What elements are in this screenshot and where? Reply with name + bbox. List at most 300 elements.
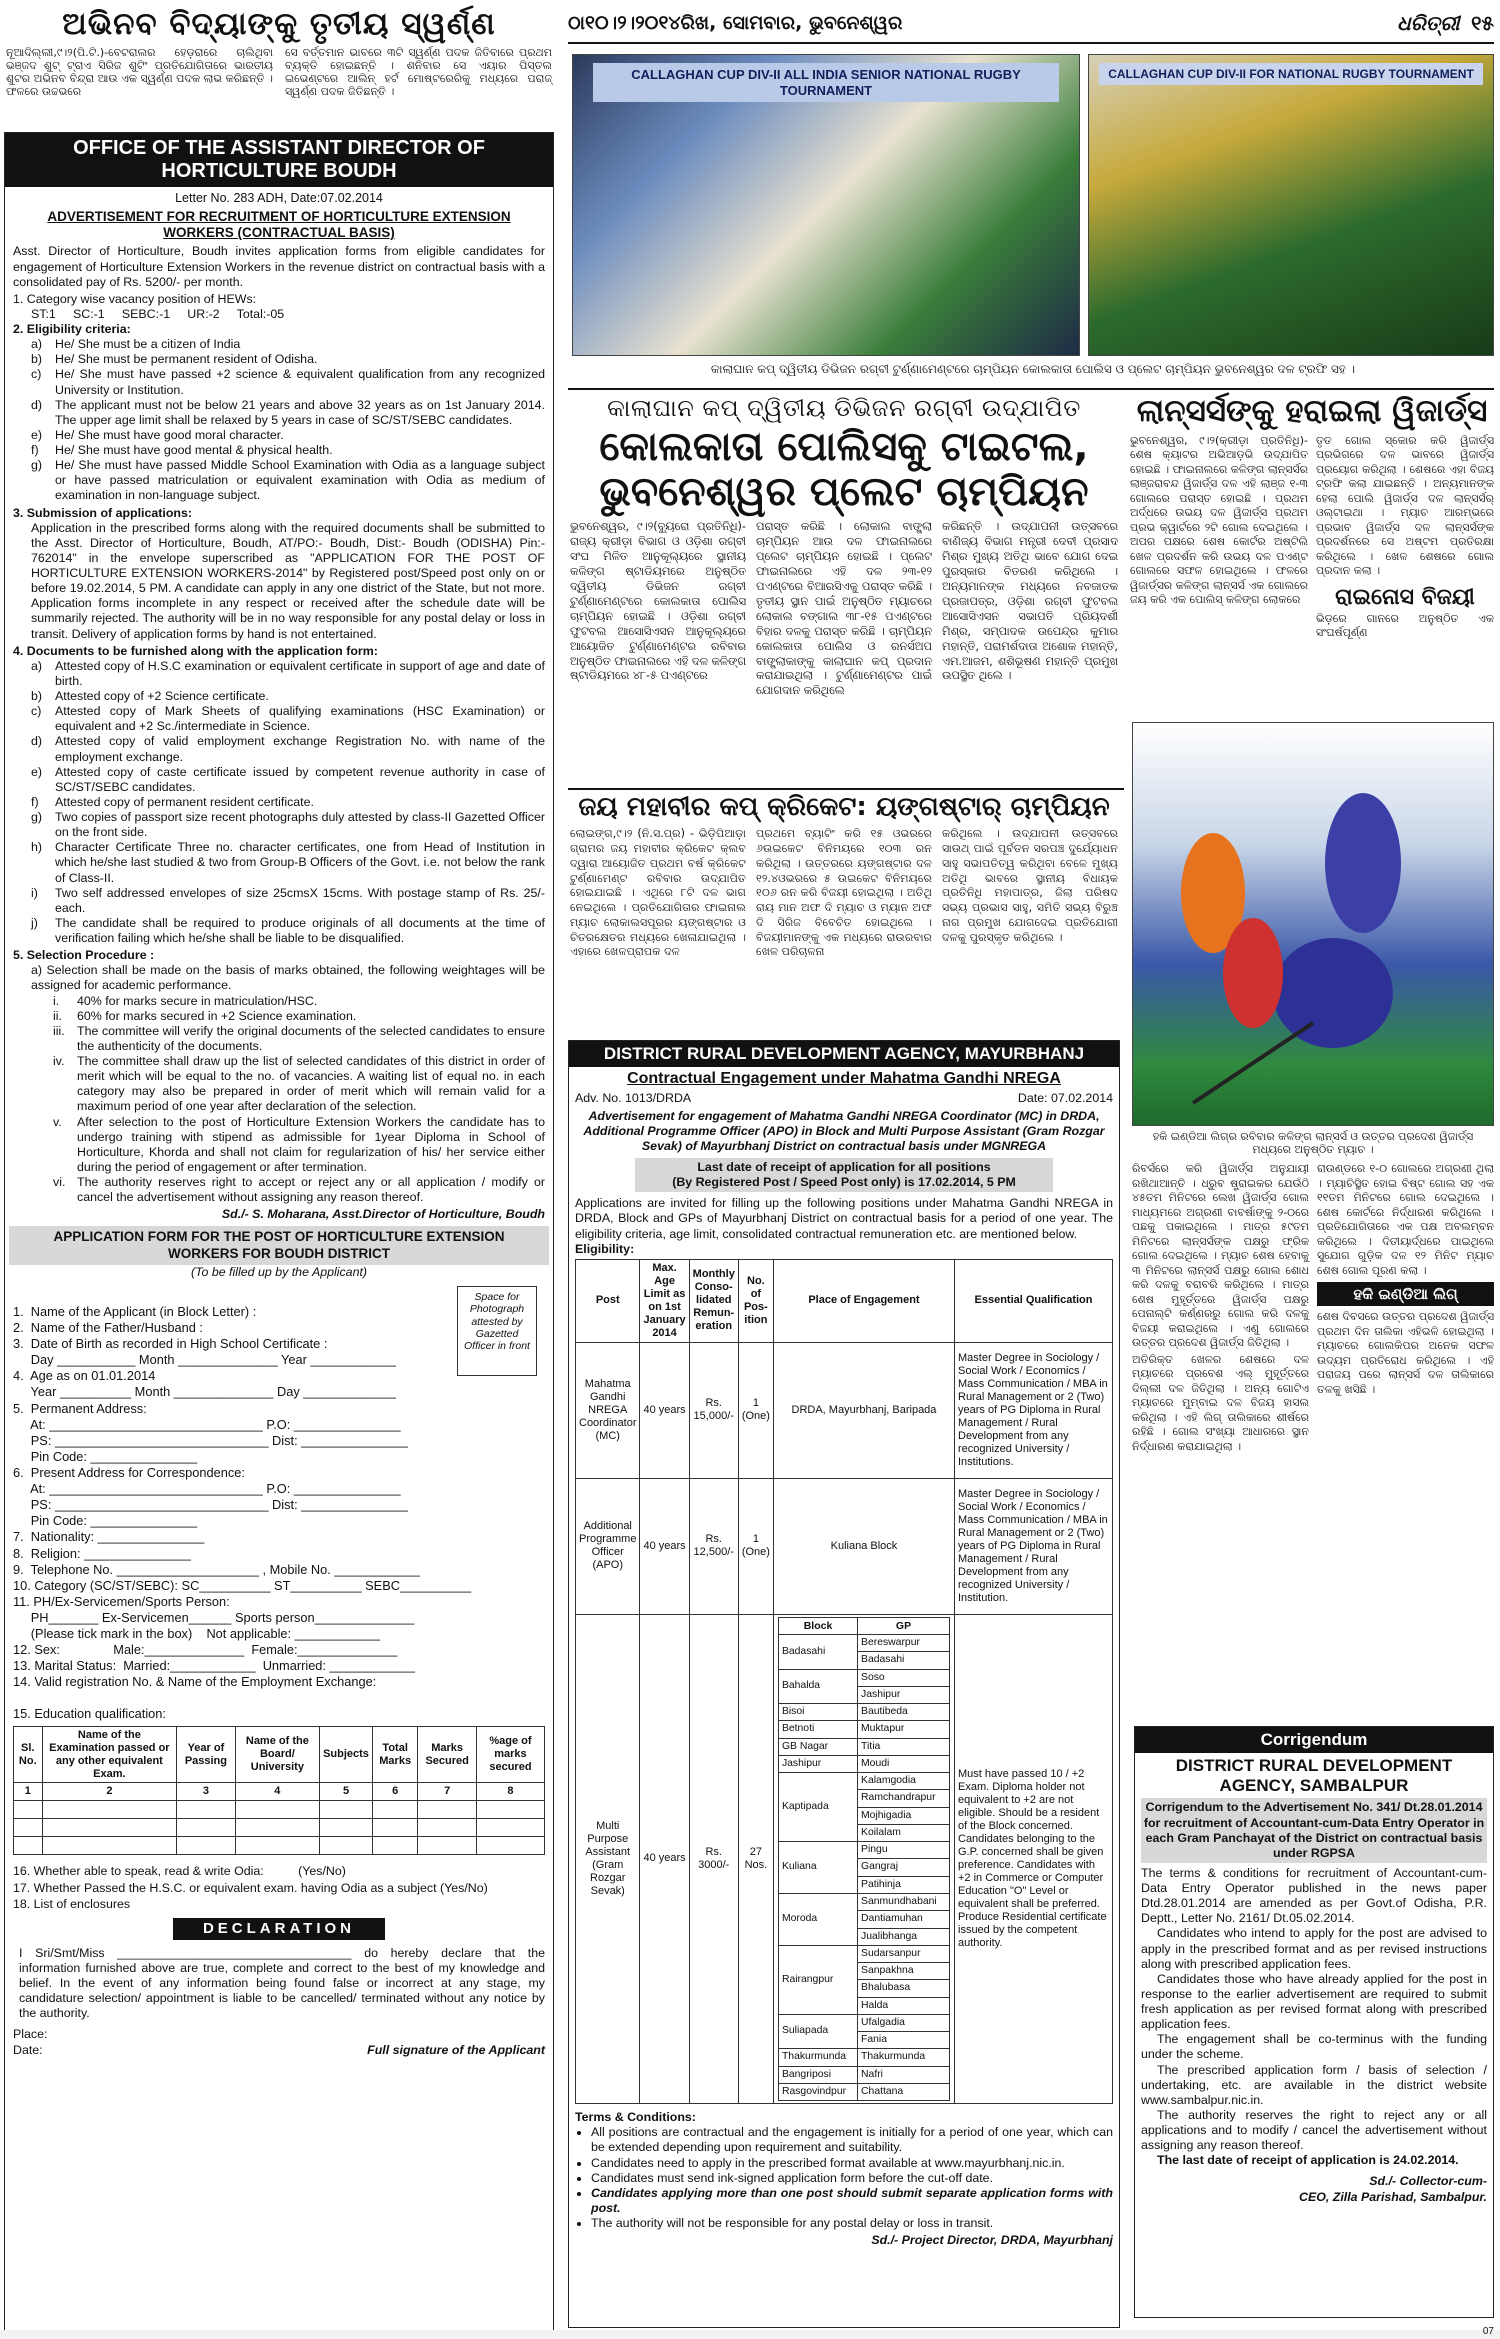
list-item-key: h) bbox=[31, 840, 43, 855]
list-item-key: c) bbox=[31, 704, 42, 719]
list-item bbox=[53, 1175, 545, 1205]
table-cell: Master Degree in Sociology / Social Work / Economics / Mass Communication / MBA in Rural Management or 2 (Two) years of PG Diploma in Rural Management / Rural Development from any recognized University / Institution. bbox=[955, 1478, 1113, 1614]
hockey-col2: ରାଉଣ୍ଡରେ ୧-୦ ଗୋଲରେ ଅଗ୍ରଣୀ ଥିଲା । ମ୍ୟାଚିସ୍ଥିତ ହୋଇ ବିଷ୍ଟ ଗୋଲ ସହ ଏକ ୧୧ତମ ମିନିଟରେ ଗୋଲ ଦେଇଥିଲେ । ଶେଷ କୋର୍ଟରେ ନିର୍ଦ୍ଧାରଣ କରିଥିଲେ । ପ୍ରତିଯୋଗିତାରେ ଏକ ପକ୍ଷ ଅବଲମ୍ବନ କରିଥିଲେ । ଦିତୀୟାର୍ଦ୍ଧରେ ପାଇଥିଲେ ସୁଯୋଗ ଗୁଡ଼ିକ ଦଳ ୧୨ ମିନିଟ ମ୍ୟାଚ ଶେଷ ଗୋଲ ପୂରଣ କଲା । bbox=[1317, 1162, 1494, 1277]
lancers-headline: ଲାନ୍ସର୍ସଙ୍କୁ ହରାଇଲା ୱିଜାର୍ଡ୍ସ bbox=[1136, 393, 1488, 429]
gp-name: Sanmundhabani bbox=[858, 1894, 950, 1911]
lancers-col1: ଭୁବନେଶ୍ୱର, ୯।୨(କ୍ରୀଡ଼ା ପ୍ରତିନିଧି)-ଶେଷ କ୍ୟାଟର ଅଭିଆଡ଼ଭି ଉଦ୍‌ଯାପିତ ହୋଇଛି । ଫାଇନାଲରେ କଳିଙ୍ଗ ଲାନ୍ସର୍ସର ଲାଞ୍ଜରାବନ୍ଦ ୱିଜାର୍ଡ୍ସ ଦଳ ଏହି ଲାଞ୍ଜ ୧-୩ ଗୋଲରେ ପରାସ୍ତ ହୋଇଛି । ପ୍ରଥମ ଅର୍ଦ୍ଧରେ ଉଭୟ ଦଳ ୱିଜାର୍ଡ୍ସ ପ୍ରଥମ ପ୍ରଭ କ୍ୱାର୍ଟରେ ୨ଟି ଗୋଲ ଦେଇଥିଲେ । ଅପର ପକ୍ଷରେ ଶେଷ କୋର୍ଟର ଅଷ୍ଟିଲି ଖେଳ ପ୍ରଦର୍ଶନ କରି ଉଭୟ ଦଳ ପଏଣ୍ଟ ଗୋଲରେ ସଫଳ ହୋଇଥିଲେ । ଫଳରେ ୱିଜାର୍ଡ୍ସର କଳିଙ୍ଗ ଲାନ୍ସର୍ସ ଏକ ଗୋଲରେ ଜୟ କରି ଏକ ପୋଲିସ୍ କଳିଙ୍ଗ ଲୋକରେ bbox=[1130, 433, 1308, 607]
form-field-line[interactable]: Year __________ Month ______________ Day _____________ bbox=[13, 1384, 396, 1400]
list-item-text: Attested copy of permanent resident certificate. bbox=[55, 794, 314, 809]
gp-name: Bereswarpur bbox=[858, 1635, 950, 1652]
list-item-text: Two self addressed envelopes of size 25cmsX 15cms. With postage stamp of Rs. 25/- each. bbox=[55, 885, 545, 915]
table-cell: 27 Nos. bbox=[738, 1614, 773, 2104]
drda-signature: Sd./- Project Director, DRDA, Mayurbhanj bbox=[871, 2233, 1113, 2248]
gp-name: Patihinja bbox=[858, 1876, 950, 1893]
table-row bbox=[576, 1614, 1113, 2104]
table-row bbox=[778, 1704, 949, 1721]
list-item bbox=[31, 886, 545, 916]
rugby-col1: ଭୁବନେଶ୍ୱର, ୯।୨(ବ୍ୟୁରୋ ପ୍ରତିନିଧି)-ରାଜ୍ୟ କ୍ରୀଡ଼ା ବିଭାଗ ଓ ଓଡ଼ିଶା ରଗ୍‌ବୀ ସଂଘ ମିଳିତ ଆନୁକୂଲ୍ୟରେ ସ୍ଥାନୀୟ କଳିଙ୍ଗ ଷ୍ଟାଡିୟମରେ ଅନୁଷ୍ଠିତ ଦ୍ୱିତୀୟ ଡିଭିଜନ ରଗ୍‌ବୀ ଟୁର୍ଣ୍ଣାମେଣ୍ଟରେ କୋଲକାତା ପୋଲିସ ଚାମ୍ପିୟନ ହୋଇଛି । ଓଡ଼ିଶା ରଗ୍‌ବୀ ଫୁଟବଲ ଆସୋସିଏସନ ଆନୁକୂଲ୍ୟରେ ଆୟୋଜିତ ଟୁର୍ଣ୍ଣାମେଣ୍ଟର ରବିବାର ଅନୁଷ୍ଠିତ ଫାଇନାଲରେ ଏହି ଦଳ କଳିଙ୍ଗ ଷ୍ଟାଡିୟମରେ ୪୮-୫ ପଏଣ୍ଟରେ bbox=[570, 520, 746, 683]
corrigendum-p2: Candidates who intend to apply for the post are advised to apply in the prescribed format and as per revised instructions along with prescribed application fees. bbox=[1141, 1926, 1487, 1971]
table-row bbox=[778, 2066, 949, 2083]
block-name: Rairangpur bbox=[778, 1945, 857, 2014]
list-item-text: He/ She must have passed +2 science & equivalent qualification from any recognized University or Institution. bbox=[55, 367, 545, 397]
rugby-photo-bhubaneswar bbox=[1088, 54, 1494, 356]
block-name: Kaptipada bbox=[778, 1773, 857, 1842]
declaration-text: I Sri/Smt/Miss __________________________________ do hereby declare that the information furnished above are true, complete and correct to the best of my knowledge and belief. In the event of any information being found false or incorrect at any stage, my candidature selection/ appointment is liable to be cancelled/ terminated without any notice by the authority. bbox=[19, 1945, 545, 2021]
list-item bbox=[31, 795, 545, 810]
list-item bbox=[31, 337, 545, 352]
table-cell: Multi Purpose Assistant (Gram Rozgar Sevak) bbox=[576, 1614, 640, 2104]
photo-placeholder: Space for Photograph attested by Gazetted Officer in front bbox=[457, 1286, 537, 1376]
table-row bbox=[576, 1342, 1113, 1478]
masthead-page-number: ୧୫ bbox=[1471, 11, 1494, 35]
horti-letter: Letter No. 283 ADH, Date:07.02.2014 bbox=[175, 191, 383, 205]
table-column-number: 2 bbox=[42, 1783, 177, 1801]
selection-list bbox=[13, 994, 545, 1206]
block-name: Bangriposi bbox=[778, 2066, 857, 2083]
horti-selection-a: a) Selection shall be made on the basis of marks obtained, the following weightages will be assigned for academic performance. bbox=[31, 963, 545, 993]
corrigendum-p6: The authority reserves the right to reject any or all applications and to modify / cancel the advertisement without assigning any reason thereof. bbox=[1141, 2107, 1487, 2153]
table-column-number: 4 bbox=[235, 1783, 319, 1801]
table-cell: 1 (One) bbox=[738, 1342, 773, 1478]
table-cell: Rs. 3000/- bbox=[689, 1614, 738, 2104]
list-item bbox=[31, 840, 545, 885]
list-item bbox=[31, 916, 545, 946]
table-column-number: 1 bbox=[14, 1783, 43, 1801]
list-item-key: iii. bbox=[53, 1023, 65, 1038]
list-item bbox=[53, 1024, 545, 1054]
list-item-text: Two copies of passport size recent photographs duly attested by class-II Gazetted Officer on the front side. bbox=[55, 810, 545, 840]
hockey-players-illustration bbox=[1133, 723, 1493, 1125]
rugby-photo-caption: କାଲାଘାନ କପ୍ ଦ୍ୱିତୀୟ ଡିଭିଜନ ରଗ୍‌ବୀ ଟୁର୍ଣ୍ଣାମେଣ୍ଟରେ ଚାମ୍ପିୟନ କୋଲକାତା ପୋଲିସ ଓ ପ୍ଲେଟ ଚାମ୍ପିୟନ ଭୁବନେଶ୍ୱର ଦଳ ଟ୍ରଫି ସହ । bbox=[710, 362, 1356, 376]
form-field-line[interactable]: 18. List of enclosures bbox=[13, 1896, 131, 1911]
block-name: Jashipur bbox=[778, 1755, 857, 1772]
table-cell: Rs. 15,000/- bbox=[689, 1342, 738, 1478]
drda-mayurbhanj-ad bbox=[568, 1040, 1120, 2328]
corrigendum-last-date: The last date of receipt of application is 24.02.2014. bbox=[1157, 2153, 1459, 2168]
left-story-col1: ନୂଆଦିଲ୍ଲୀ,୯।୨(ପି.ଟି.)-ବେଟରାଲର ହେଡ଼ରାରେ ଚାଲିଥିବା ଭଞ୍ଜଦ ଶୁଟ୍ ଟ୍ରାଏ ସିରିଜ ଶୁଟିଂ ପ୍ରତିଯୋଗିତାରେ ଭାରତୀୟ ଶୁଟର ଅଭିନବ ବିନ୍ଦ୍ରା ଆଉ ଏକ ସ୍ୱର୍ଣ୍ଣ ପଦକ ଲାଭ କରିଛନ୍ତି । ଫଳରେ ଉଚ୍ଚଭରେ bbox=[6, 46, 273, 99]
form-field-line[interactable]: 8. Religion: _______________ bbox=[13, 1545, 191, 1561]
horti-intro: Asst. Director of Horticulture, Boudh invites application forms from eligible candidates for engagement of Horticulture Extension Workers in the revenue district on contractual basis with a consolidated pay of Rs. 5200/- per month. bbox=[13, 244, 545, 289]
place-label: Place: bbox=[13, 2027, 48, 2042]
horticulture-ad bbox=[4, 132, 554, 2332]
table-cell: Rs. 12,500/- bbox=[689, 1478, 738, 1614]
terms-item: • Candidates need to apply in the prescribed format available at www.mayurbhanj.nic.in. bbox=[591, 2156, 1113, 2171]
hockey-photo bbox=[1132, 722, 1494, 1126]
rhinos-subheadline: ରାଇନୋସ ବିଜୟୀ bbox=[1335, 584, 1475, 610]
footer-page-number: 07 bbox=[1482, 2326, 1494, 2337]
list-item bbox=[31, 398, 545, 428]
block-name: Badasahi bbox=[778, 1635, 857, 1670]
corrigendum-sign-2: CEO, Zilla Parishad, Sambalpur. bbox=[1299, 2189, 1487, 2204]
gp-header: GP bbox=[858, 1617, 950, 1634]
player-blue-1 bbox=[1325, 793, 1401, 933]
drda-deadline-2: (By Registered Post / Speed Post only) is 17.02.2014, 5 PM bbox=[672, 1175, 1016, 1190]
footer-strip bbox=[0, 2330, 1500, 2339]
drda-title: DISTRICT RURAL DEVELOPMENT AGENCY, MAYURBHANJ bbox=[569, 1041, 1119, 1067]
table-cell: 40 years bbox=[640, 1342, 689, 1478]
gp-name: Koilalam bbox=[858, 1824, 950, 1841]
left-story bbox=[6, 6, 552, 130]
list-item-key: a) bbox=[31, 658, 43, 673]
list-item-text: The applicant must not be below 21 years and above 32 years as on 1st January 2014. The upper age limit shall be relaxed by 5 years in case of SC/ST/SEBC candidates. bbox=[55, 397, 545, 427]
list-item bbox=[31, 734, 545, 764]
list-item-key: f) bbox=[31, 794, 39, 809]
hockey-col1: ରିବର୍ସରେ କରି ୱିଜାର୍ଡ୍ସ ଅନୁଯାୟୀ ରଖିଥାଆନ୍ତି । ଧ୍ରୁବ ଷ୍ଟ୍ରାଇକର ଯେଉଁଠି ୪୫ତମ ମିନିଟରେ ଲେଖ ୱିଜାର୍ଡ୍ସ ଗୋଲ ମାଧ୍ୟମରେ ଅଗ୍ରଣୀ ବାବର୍ଷାଙ୍କୁ ୨-୦ରେ ପଛକୁ ପକାଇଥିଲେ । ମାତ୍ର ୫୯ତମ ମିନିଟରେ ଲାନ୍ସର୍ସଙ୍କ ପକ୍ଷରୁ ଫ୍ରିକ ଗୋଲ ଦେଇଥିଲେ । ମ୍ୟାଚ ଶେଷ ହେବାକୁ ୩ ମିନିଟରେ ଲାନ୍ସର୍ସ ପକ୍ଷରୁ ଗୋଲ ଶୋଧ କରି ଦଳକୁ ବରାବରି କରିଥିଲେ । ମାତ୍ର ଶେଷ ମୁହୂର୍ତ୍ତରେ ୱିଜାର୍ଡ୍ସ ପକ୍ଷରୁ ପେନାଲ୍ଟି କର୍ଣ୍ଣରରୁ ଗୋଲ କରି ଦଳକୁ ବିଜୟୀ କରାଇଥିଲେ । ଏଣୁ ଗୋଲରେ ଉତ୍ତର ପ୍ରଦେଶ ୱିଜାର୍ଡ୍ସ ଜିତିଥିଲା । bbox=[1132, 1162, 1309, 1350]
form-field-line[interactable]: 13. Marital Status: Married:____________ Unmarried: ____________ bbox=[13, 1658, 415, 1674]
table-cell: Must have passed 10 / +2 Exam. Diploma holder not equivalent to +2 are not eligible. Should be a resident of the Block concerned. Candidates belonging to the G.P. concerned shall be given preference. Candidates with +2 in Commerce or Computer Education "O" Level or equivalent shall be preferred. Produce Residential certificate issued by the competent authority. bbox=[955, 1614, 1113, 2104]
list-item-key: b) bbox=[31, 352, 43, 367]
gp-name: Ramchandrapur bbox=[858, 1790, 950, 1807]
gp-name: Kalamgodia bbox=[858, 1773, 950, 1790]
list-item-text: The authority reserves right to accept or reject any or all application / modify or cancel the advertisement without assigning any reason thereof. bbox=[77, 1175, 545, 1205]
hockey-caption: ହକି ଇଣ୍ଡିଆ ଲିଗ୍‌ର ରବିବାର କଳିଙ୍ଗ ଲାନ୍ସର୍ସ ଓ ଉତ୍ତର ପ୍ରଦେଶ ୱିଜାର୍ଡ୍ସ ମଧ୍ୟରେ ଅନୁଷ୍ଠିତ ମ୍ୟାଚ । bbox=[1152, 1130, 1474, 1157]
table-row bbox=[778, 1894, 949, 1911]
list-item-text: The candidate shall be required to produce originals of all documents at the time of verification failing which he/she shall be liable to be disqualified. bbox=[55, 915, 545, 945]
block-name: GB Nagar bbox=[778, 1738, 857, 1755]
table-row bbox=[778, 2014, 949, 2031]
list-item bbox=[31, 352, 545, 367]
rugby-banner-1: CALLAGHAN CUP DIV-II ALL INDIA SENIOR NATIONAL RUGBY TOURNAMENT bbox=[593, 63, 1059, 102]
corrigendum-agency: DISTRICT RURAL DEVELOPMENT AGENCY, SAMBALPUR bbox=[1175, 1756, 1453, 1795]
block-gp-table bbox=[778, 1617, 950, 2102]
list-item bbox=[31, 659, 545, 689]
list-item-key: i) bbox=[31, 885, 38, 900]
block-name: Kuliana bbox=[778, 1842, 857, 1894]
list-item-text: Attested copy of Mark Sheets of qualifying examinations (HSC Examination) or equivalent and +2 Sc./intermediate in Science. bbox=[55, 704, 545, 734]
table-header: Sl. No. bbox=[14, 1726, 43, 1783]
drda-subtitle: Contractual Engagement under Mahatma Gandhi NREGA bbox=[627, 1070, 1061, 1088]
lancers-col2: ତୃତ ଗୋଲ ସ୍କୋର କରି ୱିଜାର୍ଡ୍ସ ପ୍ରଭିଗରେ ଦଳ ଭାବରେ ୱିଜାର୍ଡ୍ସ ପ୍ରୟୋଗ କରିଥିଲା । ଶେଷରେ ଏହା ବିଜୟ ଟ୍ରଫି କଲା ଯାଇଛନ୍ତି । ଅନ୍ୟମାନଙ୍କ ହେଲା ପୋଲି ୱିଜାର୍ଡ୍ସ ଦଳ ଲାନ୍ସର୍ସର୍ ଓଲ୍ଟାଇଥା । ମ୍ୟାଚ ଆରମ୍ଭରେ ପ୍ରଭାବ ୱିଜାର୍ଡ୍ସ ଦଳ ଲାନ୍ସର୍ସଙ୍କ ପ୍ରଦର୍ଶନରେ ସେ ଅଷ୍ଟମ ପ୍ରତିରକ୍ଷା କରିଥିଲେ । ଖେଳ ଶେଷରେ ଗୋଲ ପ୍ରଦାନ କଲା । bbox=[1316, 433, 1494, 578]
table-header: Subjects bbox=[320, 1726, 373, 1783]
form-field-line[interactable] bbox=[13, 1691, 545, 1706]
drda-lead: Advertisement for engagement of Mahatma Gandhi NREGA Coordinator (MC) in DRDA, Additional Programme Officer (APO) in Block and Multi Purpose Assistant (Gram Rozgar Sevak) of Mayurbhanj District on contractual basis under MGNREGA bbox=[583, 1108, 1105, 1153]
table-cell: 40 years bbox=[640, 1614, 689, 2104]
list-item-key: i. bbox=[53, 993, 60, 1008]
gp-name: Dantiamuhan bbox=[858, 1911, 950, 1928]
table-header: Place of Engagement bbox=[773, 1259, 954, 1342]
list-item-text: The committee will verify the original documents of the selected candidates to ensure the authenticity of the documents. bbox=[77, 1023, 545, 1053]
table-column-number: 8 bbox=[476, 1783, 544, 1801]
table-header: Name of the Board/ University bbox=[235, 1726, 319, 1783]
form-field-line[interactable]: PS: ______________________________ Dist: _______________ bbox=[13, 1432, 408, 1448]
form-field-line[interactable]: Pin Code: _______________ bbox=[13, 1513, 198, 1529]
cricket-col2: ପ୍ରଥମେ ବ୍ୟାଟିଂ କରି ୧୫ ଓଭରରେ ୬ଉଇକେଟ ବିନିମୟରେ ୧୦୩ ରନ କରିଥିଲା । ଉତ୍ତରରେ ୟଙ୍ଗଷ୍ଟାର ଦଳ ୧୨.୪ଓଭରରେ ୫ ଉଇକେଟ ବିନିମୟରେ ୧୦୬ ରନ କରି ବିଜୟୀ ହୋଇଥିଲା । ଅତିଥି ରାୟ ମାନ ଅଫ ଦି ମ୍ୟାଚ ଓ ମ୍ୟାନ ଅଫ ଦି ସିରିଜ ବିବେଚିତ ହୋଇଥିଲେ । ବିଜୟୀମାନଙ୍କୁ ଏକ ମଧ୍ୟରେ ରାଉରବାର ଖେଳ ପରିଚାଳନା bbox=[756, 827, 932, 959]
list-item bbox=[31, 810, 545, 840]
table-row bbox=[778, 2083, 949, 2100]
corrigendum-badge: Corrigendum bbox=[1135, 1727, 1493, 1753]
table-header: Essential Qualification bbox=[955, 1259, 1113, 1342]
form-field-line[interactable]: At: ______________________________ P.O: _______________ bbox=[13, 1416, 401, 1432]
terms-item: • Candidates must send ink-signed application form before the cut-off date. bbox=[591, 2171, 1113, 2186]
declaration-title: DECLARATION bbox=[173, 1918, 385, 1940]
corrigendum-sign-1: Sd./- Collector-cum- bbox=[1369, 2174, 1487, 2189]
masthead-date: ଠା୧୦।୨।୨୦୧୪ରିଖ, ସୋମବାର, ଭୁବନେଶ୍ୱର bbox=[568, 11, 903, 34]
gp-name: Thakurmunda bbox=[858, 2049, 950, 2066]
list-item bbox=[53, 1009, 545, 1024]
list-item-key: g) bbox=[31, 810, 43, 824]
table-cell: 40 years bbox=[640, 1478, 689, 1614]
form-field-line[interactable]: At: ______________________________ P.O: _______________ bbox=[13, 1481, 401, 1497]
table-header: %age of marks secured bbox=[476, 1726, 544, 1783]
eligibility-list bbox=[13, 337, 545, 503]
table-row bbox=[778, 1635, 949, 1652]
lancers-story bbox=[1130, 394, 1494, 641]
list-item bbox=[31, 704, 545, 734]
table-column-number: 7 bbox=[418, 1783, 477, 1801]
masthead-paper-name: ଧରିତ୍ରୀ bbox=[1396, 11, 1460, 35]
block-gp-cell bbox=[773, 1614, 954, 2104]
date-label: Date: bbox=[13, 2042, 43, 2057]
block-name: Betnoti bbox=[778, 1721, 857, 1738]
table-row bbox=[778, 1945, 949, 1962]
form-field-line[interactable]: Day ___________ Month ______________ Year ____________ bbox=[13, 1352, 396, 1368]
gp-name: Moudi bbox=[858, 1755, 950, 1772]
rugby-headline: କୋଲକାତା ପୋଲିସକୁ ଟାଇଟଲ, ଭୁବନେଶ୍ୱର ପ୍ଲେଟ ଚାମ୍ପିୟନ bbox=[599, 423, 1089, 515]
rugby-col3: କରିଛନ୍ତି । ଉଦ୍‌ଯାପନୀ ଉତ୍ସବରେ ବାଣିଜ୍ୟ ବିଭାଗ ମନ୍ତ୍ରୀ ଦେବୀ ପ୍ରସାଦ ମିଶ୍ର ମୁଖ୍ୟ ଅତିଥି ଭାବେ ଯୋଗ ଦେଇ ପୁରସ୍କାର ବିତରଣ କରିଥିଲେ । ଅନ୍ୟମାନଙ୍କ ମଧ୍ୟରେ ନବଜାତକ ପ୍ରଜାପତ୍ର, ଓଡ଼ିଶା ରଗ୍‌ବୀ ଫୁଟବଲ ଆସୋସିଏସନ ସଭାପତି ପ୍ରିୟଦର୍ଶୀ ମିଶ୍ର, ସମ୍ପାଦକ ଉପେନ୍ଦ୍ର କୁମାର ମହାନ୍ତି, ପରାମର୍ଶଦାତା ଅଶୋକ ମହାନ୍ତି, ଏମ.ଆଜମ, ଶଶିଭୂଷଣ ମହାନ୍ତି ପ୍ରମୁଖ ଉପସ୍ଥିତ ଥିଲେ । bbox=[942, 520, 1118, 683]
table-row bbox=[778, 1773, 949, 1790]
rugby-kicker: କାଲାଘାନ କପ୍ ଦ୍ୱିତୀୟ ଡିଭିଜନ ରଗ୍‌ବୀ ଉଦ୍‌ଯାପିତ bbox=[607, 394, 1081, 422]
hockey-league-badge: ହକି ଇଣ୍ଡିଆ ଲିଗ୍ bbox=[1317, 1282, 1494, 1306]
table-row bbox=[778, 1842, 949, 1859]
table-row bbox=[778, 2049, 949, 2066]
table-header: Name of the Examination passed or any other equivalent Exam. bbox=[42, 1726, 177, 1783]
form-field-line[interactable]: 11. PH/Ex-Servicemen/Sports Person: bbox=[13, 1593, 230, 1609]
form-field-line[interactable]: 10. Category (SC/ST/SEBC): SC__________ ST__________ SEBC__________ bbox=[13, 1577, 472, 1593]
list-item-key: g) bbox=[31, 458, 43, 473]
cricket-headline: ଜୟ ମହାବୀର କପ୍ କ୍ରିକେଟ: ୟଙ୍ଗଷ୍ଟାର୍ ଚାମ୍ପିୟନ bbox=[578, 792, 1110, 822]
drda-terms-title: Terms & Conditions: bbox=[575, 2110, 696, 2125]
corrigendum-p5: The prescribed application form / basis of selection / undertaking, etc. are available in the district website www.sambalpur.nic.in. bbox=[1141, 2062, 1487, 2107]
form-field-line[interactable]: 9. Telephone No. ____________________ , Mobile No. ____________ bbox=[13, 1561, 420, 1577]
list-item-text: He/ She must have passed Middle School Examination with Odia as a language subject or have passed matriculation or equivalent examination with Odia as medium of examination in non-language subject. bbox=[55, 458, 545, 503]
table-header: Monthly Conso-lidated Remun-eration bbox=[689, 1259, 738, 1342]
corrigendum-ad bbox=[1134, 1726, 1494, 2318]
list-item-text: After selection to the post of Horticulture Extension Workers the candidate has to undergo training with stipend as admissible for 1year Diploma in School of Horticulture, Khorda and shall not claim for regularization of his/ her service either during the period of engagement or after termination. bbox=[77, 1114, 545, 1174]
list-item bbox=[53, 1054, 545, 1115]
list-item bbox=[31, 689, 545, 704]
form-field-line[interactable]: 7. Nationality: _______________ bbox=[13, 1529, 205, 1545]
form-field-line[interactable]: PH_______ Ex-Servicemen______ Sports person______________ bbox=[13, 1609, 415, 1625]
horti-s5: 5. Selection Procedure : bbox=[13, 948, 155, 963]
form-field-line[interactable]: 1. Name of the Applicant (in Block Letter) : bbox=[13, 1303, 257, 1319]
list-item-key: c) bbox=[31, 367, 42, 382]
list-item-text: 60% for marks secured in +2 Science examination. bbox=[77, 1008, 357, 1023]
drda-positions-table bbox=[575, 1259, 1113, 2104]
rhinos-text: ଭିଡ଼ରେ ଗାନରେ ଅନୁଷ୍ଠିତ ଏକ ସଂଘର୍ଷପୂର୍ଣ୍ଣ bbox=[1316, 611, 1494, 640]
table-column-number: 3 bbox=[177, 1783, 235, 1801]
gp-name: Chattana bbox=[858, 2083, 950, 2100]
list-item-key: ii. bbox=[53, 1008, 62, 1023]
gp-name: Muktapur bbox=[858, 1721, 950, 1738]
drda-date: Date: 07.02.2014 bbox=[1017, 1090, 1113, 1105]
corrigendum-p3: Candidates those who have already applied for the post in response to the earlier advertisement are required to submit fresh application as per revised format along with prescribed application fees. bbox=[1141, 1971, 1487, 2032]
list-item-key: vi. bbox=[53, 1175, 66, 1189]
horti-s3: 3. Submission of applications: bbox=[13, 505, 192, 520]
horti-submission: Application in the prescribed forms along with the required documents shall be submitted to the Asst. Director of Horticulture, Boudh, AT/PO:- Boudh, Dist:- Boudh (ODISHA) Pin:- 762014" in the envelope superscribed as "APPLICATION FOR THE POST OF HORTICULTURE EXTENSION WORKERS-2014" by Registered post/Speed post only on or before 19.02.2014, 5 PM. A candidate can apply in any one district of the State, but not more. Application forms incomplete in any respect or received after the schedule date will be summarily rejected. The authority will be in no way responsible for any postal delay or loss in transit. Delivery of application forms by hand is not entertained. bbox=[31, 520, 545, 641]
horti-office-title: OFFICE OF THE ASSISTANT DIRECTOR OF HORTICULTURE BOUDH bbox=[5, 133, 553, 187]
education-table bbox=[13, 1726, 545, 1856]
block-header: Block bbox=[778, 1617, 857, 1634]
cricket-story bbox=[570, 792, 1118, 960]
application-form-subtitle: (To be filled up by the Applicant) bbox=[190, 1264, 368, 1279]
list-item-key: v. bbox=[53, 1114, 62, 1129]
form-field-line[interactable]: 16. Whether able to speak, read & write Odia: (Yes/No) bbox=[13, 1864, 346, 1879]
table-row bbox=[778, 1669, 949, 1686]
table-column-number: 6 bbox=[372, 1783, 417, 1801]
table-row bbox=[778, 1721, 949, 1738]
table-header: Year of Passing bbox=[177, 1726, 235, 1783]
list-item bbox=[31, 443, 545, 458]
list-item-key: j) bbox=[31, 915, 38, 930]
list-item-text: Character Certificate Three no. character certificates, one from Head of Institution in which he/she last studied & two from Group-B Officers of the Govt. i.e. not below the rank of Class-II. bbox=[55, 840, 545, 885]
table-column-number: 5 bbox=[320, 1783, 373, 1801]
block-name: Thakurmunda bbox=[778, 2049, 857, 2066]
form-field-line[interactable]: (Please tick mark in the box) Not applicable: ____________ bbox=[13, 1626, 381, 1642]
form-field-line[interactable]: Pin Code: _______________ bbox=[13, 1448, 198, 1464]
form-field-line[interactable]: 2. Name of the Father/Husband : bbox=[13, 1319, 203, 1335]
list-item-key: d) bbox=[31, 397, 43, 412]
rugby-photo-kolkata bbox=[572, 54, 1080, 356]
corrigendum-p1: The terms & conditions for recruitment of Accountant-cum-Data Entry Operator published in the news paper Dtd.28.01.2014 are amended as per Govt.of Odisha, P.R. Deptt., Letter No. 2161/ Dt.05.02.2014. bbox=[1141, 1865, 1487, 1926]
corrigendum-p4: The engagement shall be co-terminus with the funding under the scheme. bbox=[1141, 2032, 1487, 2062]
list-item bbox=[53, 994, 545, 1009]
gp-name: Badasahi bbox=[858, 1652, 950, 1669]
drda-intro: Applications are invited for filling up the following positions under Mahatma Gandhi NREGA in DRDA, Block and GPs of Mayurbhanj District on contractual basis for a period of one year. The eligibility criteria, age limit, consolidated contractual remuneration etc. are mentioned below. bbox=[575, 1196, 1113, 1241]
rugby-col2: ପରାସ୍ତ କରିଛି । ଲୋକାଲ ବାଙ୍ଗ୍ଲା ଚାମ୍ପିୟନ ଆଉ ଦଳ ଫାଇନାଲରେ ପ୍ଲେଟ ଚାମ୍ପିୟନ ହୋଇଛି । ପ୍ଲେଟ ଫାଇନାଲରେ ଏହି ଦଳ ୨୩-୧୨ ପଏଣ୍ଟରେ ବିଆରସିଏକୁ ପରାସ୍ତ କରିଛି । ତୃତୀୟ ସ୍ଥାନ ପାଇଁ ଅନୁଷ୍ଠିତ ମ୍ୟାଚରେ ଲୋକାଲ ବଙ୍ଗାଲ ୩୮-୧୫ ପଏଣ୍ଟରେ ବିହାର ଦଳକୁ ପରାସ୍ତ କରିଛି । ଚାମ୍ପିୟନ କୋଲକାତା ପୋଲିସ ଓ ରନର୍ସଅପ ବାଙ୍ଗ୍ଲାକାଙ୍କୁ କାଲାଘାନ କପ୍ ପ୍ରଦାନ କରାଯାଇଥିଲା । ଟୁର୍ଣ୍ଣାମେଣ୍ଟର ପାଇଁ ଯୋଗଦାନ କରିଥିଲେ bbox=[756, 520, 932, 698]
hockey-story bbox=[1132, 1162, 1494, 1454]
table-cell: Kuliana Block bbox=[773, 1478, 954, 1614]
hockey-col4: ଶେଷ ଦିବସରେ ଉତ୍ତର ପ୍ରଦେଶ ୱିଜାର୍ଡ୍ସ ପ୍ରଥମ ଦିନ ତାଲିକା ଏହିଭଳି ହୋଇଥିଲା । ମ୍ୟାଚରେ ଗୋଲକିପର ଅନେକ ସଫଳ ଉଦ୍ୟମ ପ୍ରତିରୋଧ କରିଥିଲେ । ଏହି ପରାଜୟ ପରେ ଲାନ୍ସର୍ସ ଦଳ ତାଲିକାରେ ତଳକୁ ଖସିଛି । bbox=[1317, 1310, 1494, 1396]
list-item-text: Attested copy of H.S.C examination or equivalent certificate in support of age and date of birth. bbox=[55, 658, 545, 688]
list-item-key: e) bbox=[31, 427, 43, 442]
block-name: Suliapada bbox=[778, 2014, 857, 2049]
list-item-key: b) bbox=[31, 689, 43, 703]
application-closing-fields bbox=[13, 1863, 545, 1911]
horti-s2: 2. Eligibility criteria: bbox=[13, 322, 131, 336]
form-field-line[interactable]: 12. Sex: Male:______________ Female:______________ bbox=[13, 1642, 398, 1658]
list-item bbox=[31, 458, 545, 503]
drda-deadline-1: Last date of receipt of application for all positions bbox=[697, 1160, 991, 1175]
list-item-key: e) bbox=[31, 764, 43, 779]
table-cell: Additional Programme Officer (APO) bbox=[576, 1478, 640, 1614]
table-header: Post bbox=[576, 1259, 640, 1342]
table-cell: Mahatma Gandhi NREGA Coordinator (MC) bbox=[576, 1342, 640, 1478]
form-field-line[interactable]: 4. Age as on 01.01.2014 bbox=[13, 1368, 156, 1384]
gp-name: Nafri bbox=[858, 2066, 950, 2083]
list-item-text: He/ She must have good moral character. bbox=[55, 427, 284, 442]
gp-name: Fania bbox=[858, 2032, 950, 2049]
list-item-text: Attested copy of valid employment exchange Registration No. with name of the employment exchange. bbox=[55, 734, 545, 764]
masthead bbox=[568, 4, 1494, 44]
applicant-signature-label: Full signature of the Applicant bbox=[367, 2042, 545, 2057]
documents-list bbox=[13, 659, 545, 946]
list-item-text: 40% for marks secure in matriculation/HSC. bbox=[77, 993, 318, 1008]
left-story-col2: ସେ ବର୍ତ୍ତମାନ ଭାବରେ ୩ଟି ସ୍ୱର୍ଣ୍ଣ ପଦକ ଜିତିବାରେ ପ୍ରଥମ ବ୍ୟକ୍ତି ହୋଇଛନ୍ତି । ଶନିବାର ସେ ଏୟାର ପିସ୍ତଲ ଇଭେଣ୍ଟରେ ଆଲିନ୍ ହର୍ଟ ମୋଷ୍ଟରେରିକୁ ମଧ୍ୟରେ ପରାଜ୍ ସ୍ୱର୍ଣ୍ଣ ପଦକ ଜିତିଛନ୍ତି । bbox=[285, 46, 552, 99]
list-item-text: The committee shall draw up the list of selected candidates of this district in order of merit which will be equal to the no. of vacancies. A waiting list of equal no. in each category may also be prepared in order of merit which will remain valid for a maximum period of one year after declaration of the selection. bbox=[77, 1054, 545, 1114]
gp-name: Mojhigadia bbox=[858, 1807, 950, 1824]
block-name: Bahalda bbox=[778, 1669, 857, 1704]
form-field-line[interactable]: 6. Present Address for Correspondence: bbox=[13, 1464, 245, 1480]
table-row bbox=[778, 1738, 949, 1755]
list-item bbox=[53, 1115, 545, 1176]
gp-name: Titia bbox=[858, 1738, 950, 1755]
cricket-col3: କରିଥିଲେ । ଉଦ୍‌ଯାପନୀ ଉତ୍ସବରେ ସାଉଥ୍ ପାଇଁ ପୂର୍ବତନ ସରପଞ୍ଚ ଦୁର୍ଯ୍ୟୋଧନ ସାହୁ ସଭାପତିତ୍ୱ କରିଥିବା ବେଳେ ମୁଖ୍ୟ ଅତିଥି ଭାବରେ ସ୍ଥାନୀୟ ବିଧାୟକ ପ୍ରତିନିଧି ମହାପାତ୍ର, ଜିଲା ପରିଷଦ ସଭ୍ୟ ପ୍ରଭାସ ସାହୁ, ସମିତି ସଭ୍ୟ ବିରୁଞ୍ଚ ନାଗ ପ୍ରମୁଖ ଯୋଗଦେଇ ପ୍ରତିଯୋଗୀ ଦଳକୁ ପୁରସ୍କୃତ କରିଥିଲେ । bbox=[942, 827, 1118, 944]
list-item-key: iv. bbox=[53, 1054, 65, 1068]
table-header: Max. Age Limit as on 1st January 2014 bbox=[640, 1259, 689, 1342]
gp-name: Jashipur bbox=[858, 1686, 950, 1703]
application-form-title: APPLICATION FORM FOR THE POST OF HORTICULTURE EXTENSION WORKERS FOR BOUDH DISTRICT bbox=[9, 1226, 549, 1264]
gp-name: Gangraj bbox=[858, 1859, 950, 1876]
list-item-key: a) bbox=[31, 337, 43, 352]
hockey-col3: ଅତିରିକ୍ତ ଖେଳର ଶେଷରେ ଦଳ ମ୍ୟାଚରେ ପ୍ରବେଶ ଏଲ୍ ମୁହୂର୍ତ୍ତରେ ଦିଲ୍ଲୀ ଦଳ ଜିତିଥିଲା । ଅନ୍ୟ ଗୋଟିଏ ମ୍ୟାଚରେ ମୁମ୍ବାଇ ଦଳ ବିଜୟ ହାସଲ କରିଥିଲା । ଏହି ଲିଗ୍ ତାଲିକାରେ ଶୀର୍ଷରେ ରହିଛି । ଗୋଲ ସଂଖ୍ୟା ଆଧାରରେ ସ୍ଥାନ ନିର୍ଦ୍ଧାରଣ କରାଯାଇଥିଲା । bbox=[1132, 1352, 1309, 1453]
drda-eligibility-label: Eligibility: bbox=[575, 1241, 635, 1256]
list-item-text: He/ She must be a citizen of India bbox=[55, 337, 241, 352]
left-story-headline: ଅଭିନବ ବିଦ୍ୟାଙ୍କୁ ତୃତୀୟ ସ୍ୱର୍ଣ୍ଣ bbox=[62, 6, 496, 42]
list-item bbox=[31, 428, 545, 443]
gp-name: Bautibeda bbox=[858, 1704, 950, 1721]
table-row bbox=[576, 1478, 1113, 1614]
gp-name: Ufalgadia bbox=[858, 2014, 950, 2031]
drda-terms-list bbox=[575, 2125, 1113, 2231]
block-name: Rasgovindpur bbox=[778, 2083, 857, 2100]
table-header: No. of Pos-ition bbox=[738, 1259, 773, 1342]
list-item-text: Attested copy of +2 Science certificate. bbox=[55, 689, 269, 703]
table-header: Marks Secured bbox=[418, 1726, 477, 1783]
player-blue-2 bbox=[1273, 938, 1393, 1048]
horti-s1: 1. Category wise vacancy position of HEWs: bbox=[13, 291, 257, 306]
list-item bbox=[31, 367, 545, 397]
list-item-text: He/ She must be permanent resident of Odisha. bbox=[55, 352, 318, 367]
gp-name: Jualibhanga bbox=[858, 1928, 950, 1945]
rugby-banner-2: CALLAGHAN CUP DIV-II FOR NATIONAL RUGBY TOURNAMENT bbox=[1099, 63, 1483, 85]
list-item-key: f) bbox=[31, 443, 39, 457]
drda-adv-no: Adv. No. 1013/DRDA bbox=[575, 1090, 692, 1105]
table-cell: 1 (One) bbox=[738, 1478, 773, 1614]
player-red bbox=[1223, 918, 1283, 1028]
list-item-text: He/ She must have good mental & physical health. bbox=[55, 443, 333, 457]
gp-name: Halda bbox=[858, 1997, 950, 2014]
form-field-line[interactable]: 3. Date of Birth as recorded in High School Certificate : bbox=[13, 1336, 328, 1352]
form-field-line[interactable]: PS: ______________________________ Dist: _______________ bbox=[13, 1497, 408, 1513]
list-item-text: Attested copy of caste certificate issued by competent revenue authority in case of SC/ST/SEBC candidates. bbox=[55, 764, 545, 794]
form-field-line[interactable]: 15. Education qualification: bbox=[13, 1705, 166, 1721]
rugby-story bbox=[570, 394, 1118, 699]
horti-vacancy: ST:1 SC:-1 SEBC:-1 UR:-2 Total:-05 bbox=[31, 306, 285, 321]
gp-name: Sanpakhna bbox=[858, 1963, 950, 1980]
horti-signature: Sd./- S. Moharana, Asst.Director of Horticulture, Boudh bbox=[221, 1207, 545, 1222]
list-item-key: d) bbox=[31, 734, 43, 749]
table-cell: DRDA, Mayurbhanj, Baripada bbox=[773, 1342, 954, 1478]
table-header: Total Marks bbox=[372, 1726, 417, 1783]
cricket-col1: ଲୋଇଙ୍ଗ,୯।୨ (ନି.ସ.ପ୍ର) - ଭିଡ଼ିପିଆଡ଼ା ଗ୍ରାମର ଜୟ ମହାବୀର କ୍ରିକେଟ କ୍ଲବ ଦ୍ୱାରା ଆୟୋଜିତ ପ୍ରଥମ ବର୍ଷ କ୍ରିକେଟ ଟୁର୍ଣ୍ଣାମେଣ୍ଟ ରବିବାର ଉଦ୍‌ଯାପିତ ହୋଇଯାଇଛି । ଏଥିରେ ୮ଟି ଦଳ ଭାଗ ନେଇଥିଲେ । ପ୍ରତିଯୋଗିତାର ଫାଇନାଲ ମ୍ୟାଚ ଲୋକାଲସପୂରର ୟଙ୍ଗଷ୍ଟାର ଓ ଚିତରକ୍ଷେତର ମଧ୍ୟରେ ଖେଳାଯାଇଥିଲା । ଏହାରେ ଖେଳପ୍ରାପକ ଦଳ bbox=[570, 827, 746, 959]
list-item bbox=[31, 765, 545, 795]
terms-item: • The authority will not be responsible for any postal delay or loss in transit. bbox=[591, 2216, 1113, 2231]
corrigendum-highlight: Corrigendum to the Advertisement No. 341/ Dt.28.01.2014 for recruitment of Accountant-cum-Data Entry Operator in each Gram Panchayat of the District on contractual basis under RGPSA bbox=[1141, 1798, 1487, 1863]
terms-item: • Candidates applying more than one post should submit separate application forms with post. bbox=[591, 2186, 1113, 2216]
gp-name: Soso bbox=[858, 1669, 950, 1686]
horti-s4: 4. Documents to be furnished along with the application form: bbox=[13, 643, 378, 658]
form-field-line[interactable]: 5. Permanent Address: bbox=[13, 1400, 147, 1416]
horti-title: ADVERTISEMENT FOR RECRUITMENT OF HORTICULTURE EXTENSION WORKERS (CONTRACTUAL BASIS) bbox=[47, 209, 511, 241]
table-row bbox=[778, 1755, 949, 1772]
gp-name: Bhalubasa bbox=[858, 1980, 950, 1997]
gp-name: Pingu bbox=[858, 1842, 950, 1859]
block-name: Bisoi bbox=[778, 1704, 857, 1721]
table-cell: Master Degree in Sociology / Social Work / Economics / Mass Communication / MBA in Rural Management or 2 (Two) years of PG Diploma in Rural Management / Rural Development from any recognized University / Institutions. bbox=[955, 1342, 1113, 1478]
hockey-stick bbox=[1193, 1023, 1313, 1103]
form-field-line[interactable]: 17. Whether Passed the H.S.C. or equivalent exam. having Odia as a subject (Yes/No) bbox=[13, 1880, 488, 1895]
form-field-line[interactable]: 14. Valid registration No. & Name of the Employment Exchange: bbox=[13, 1674, 377, 1690]
